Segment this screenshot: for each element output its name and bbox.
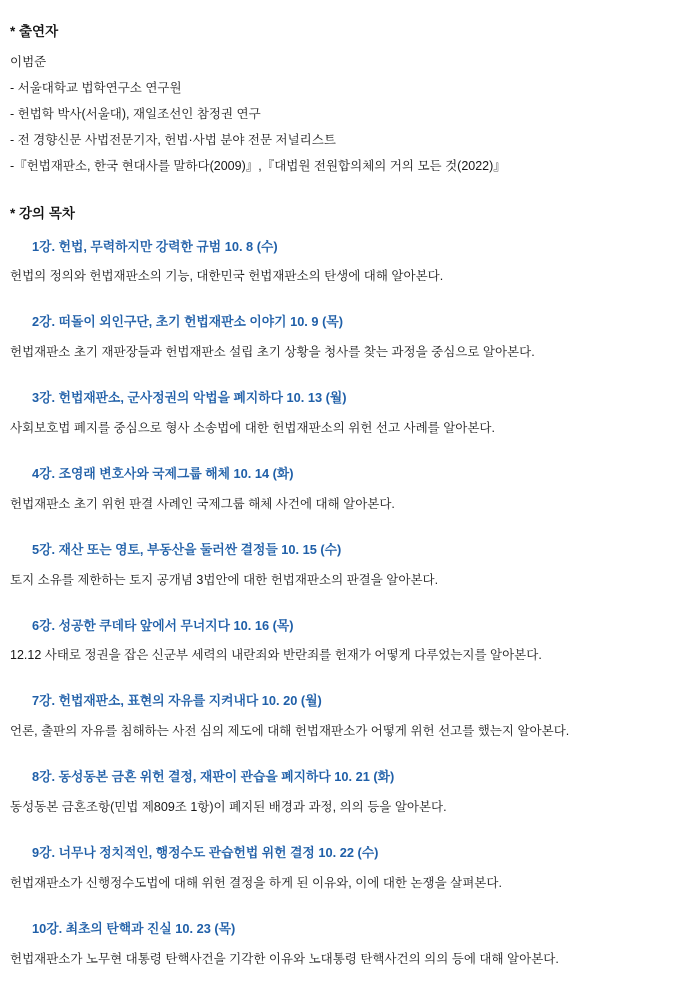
speaker-detail: - 서울대학교 법학연구소 연구원 bbox=[10, 81, 182, 96]
list-item bbox=[10, 312, 665, 362]
speaker-detail: - 전 경향신문 사법전문기자, 헌법·사법 분야 전문 저널리스트 bbox=[10, 133, 336, 148]
speaker-heading: * 출연자 bbox=[10, 24, 59, 39]
lecture-description: 헌법재판소가 노무현 대통령 탄핵사건을 기각한 이유와 노대통령 탄핵사건의 의의 등에 대해 알아본다. bbox=[10, 951, 559, 966]
list-item bbox=[10, 388, 665, 438]
lecture-description: 12.12 사태로 정권을 잡은 신군부 세력의 내란죄와 반란죄를 헌재가 어떻게 다루었는지를 알아본다. bbox=[10, 648, 542, 663]
lecture-description: 토지 소유를 제한하는 토지 공개념 3법안에 대한 헌법재판소의 판결을 알아본다. bbox=[10, 572, 439, 587]
speaker-detail: - 헌법학 박사(서울대), 재일조선인 참정권 연구 bbox=[10, 107, 261, 122]
list-item bbox=[10, 767, 665, 817]
lecture-description: 헌법의 정의와 헌법재판소의 기능, 대한민국 헌법재판소의 탄생에 대해 알아본다. bbox=[10, 269, 444, 284]
toc-heading: * 강의 목차 bbox=[10, 206, 75, 222]
lecture-description: 헌법재판소가 신행정수도법에 대해 위헌 결정을 하게 된 이유와, 이에 대한 논쟁을 살펴본다. bbox=[10, 875, 502, 890]
section-spacer bbox=[10, 182, 665, 204]
lecture-description: 사회보호법 폐지를 중심으로 형사 소송법에 대한 헌법재판소의 위헌 선고 사례를 알아본다. bbox=[10, 420, 495, 435]
lecture-description: 헌법재판소 초기 재판장들과 헌법재판소 설립 초기 상황을 청사를 찾는 과정을 중심으로 알아본다. bbox=[10, 345, 535, 360]
list-item bbox=[10, 919, 665, 969]
list-item bbox=[10, 843, 665, 893]
lecture-description: 언론, 출판의 자유를 침해하는 사전 심의 제도에 대해 헌법재판소가 어떻게 위헌 선고를 했는지 알아본다. bbox=[10, 724, 570, 739]
speaker-section bbox=[10, 22, 665, 176]
list-item bbox=[10, 691, 665, 741]
list-item bbox=[10, 464, 665, 514]
lecture-title: 9강. 너무나 정치적인, 행정수도 관습헌법 위헌 결정 10. 22 (수) bbox=[32, 845, 379, 861]
lecture-title: 8강. 동성동본 금혼 위헌 결정, 재판이 관습을 폐지하다 10. 21 (화) bbox=[32, 769, 395, 785]
speaker-detail: -『헌법재판소, 한국 현대사를 말하다(2009)』,『대법원 전원합의체의 거의 모든 것(2022)』 bbox=[10, 159, 506, 174]
table-of-contents bbox=[10, 204, 665, 969]
list-item bbox=[10, 616, 665, 666]
lecture-title: 2강. 떠돌이 외인구단, 초기 헌법재판소 이야기 10. 9 (목) bbox=[32, 314, 343, 330]
list-item bbox=[10, 237, 665, 287]
lecture-title: 4강. 조영래 변호사와 국제그룹 해체 10. 14 (화) bbox=[32, 465, 294, 481]
lecture-title: 3강. 헌법재판소, 군사정권의 악법을 폐지하다 10. 13 (월) bbox=[32, 390, 347, 406]
lecture-title: 1강. 헌법, 무력하지만 강력한 규범 10. 8 (수) bbox=[32, 238, 278, 254]
lecture-description: 헌법재판소 초기 위헌 판결 사례인 국제그룹 해체 사건에 대해 알아본다. bbox=[10, 496, 395, 511]
lecture-title: 7강. 헌법재판소, 표현의 자유를 지켜내다 10. 20 (월) bbox=[32, 693, 322, 709]
lecture-title: 6강. 성공한 쿠데타 앞에서 무너지다 10. 16 (목) bbox=[32, 617, 294, 633]
list-item bbox=[10, 540, 665, 590]
lecture-title: 5강. 재산 또는 영토, 부동산을 둘러싼 결정들 10. 15 (수) bbox=[32, 541, 342, 557]
lecture-description: 동성동본 금혼조항(민법 제809조 1항)이 폐지된 배경과 과정, 의의 등을 알아본다. bbox=[10, 800, 447, 815]
speaker-name: 이범준 bbox=[10, 55, 47, 70]
lecture-title: 10강. 최초의 탄핵과 진실 10. 23 (목) bbox=[32, 920, 236, 936]
